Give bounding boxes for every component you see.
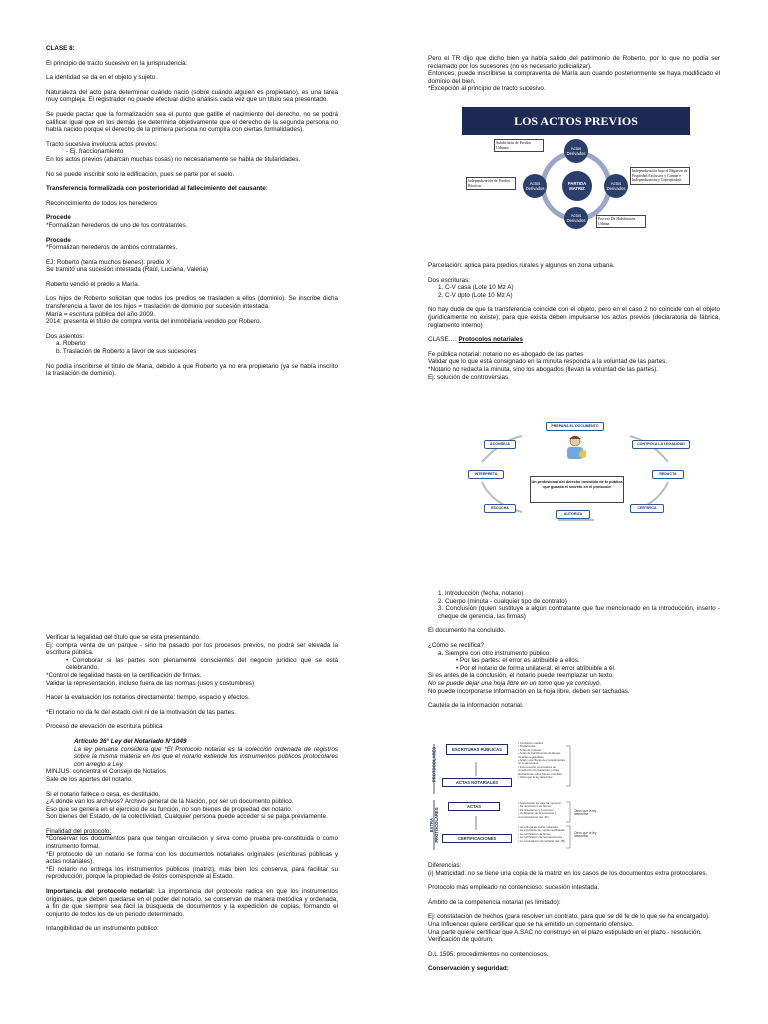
paragraph: Cautela de la información notarial. <box>428 702 524 710</box>
paragraph: Hacer la evaluación los notarios directamente: tiempo, espacio y efectos. <box>46 694 250 702</box>
otros-1: Otros que la ley determine <box>574 809 597 817</box>
paragraph: 1. C-V casa (Lote 10 Mz A) <box>438 284 514 292</box>
spacer <box>428 906 720 913</box>
spacer <box>46 207 338 214</box>
paragraph: Pero el TR dijo que dicho bien ya había salido del patrimonio de Roberto, por lo que no podía ser reclamado por los sucesores (no es necesario judicializar). <box>428 55 720 70</box>
paragraph: No se puede inscribir solo la edificación, pues se parte por el suelo. <box>46 170 235 178</box>
list-item: • De destrucción de bienes <box>518 804 552 809</box>
right-column-top <box>428 55 720 93</box>
spacer <box>428 944 720 951</box>
paragraph: Intangibilidad de un instrumento público: <box>46 925 159 933</box>
paragraph: • Por las partes: el error es atribuible a ellos. <box>456 657 580 665</box>
paragraph: Verificar la legalidad del título que se está presentando. <box>46 634 201 641</box>
spacer <box>46 230 338 237</box>
list-item: • Otros que la ley determine <box>518 775 553 780</box>
node-top: Actos Derivados <box>564 139 588 163</box>
paragraph: b. Traslación de Roberto a favor de sus sucesores <box>56 348 197 356</box>
paragraph: Ámbito de la competencia notarial (es limitado): <box>428 898 561 906</box>
pill-redacta: REDACTA <box>652 470 684 479</box>
paragraph: El documento ha concluido. <box>428 627 506 635</box>
spacer <box>46 716 338 723</box>
list-item: • La certificación de reproducciones <box>518 835 563 840</box>
paragraph: Transferencia formalizada con posterioridad al fallecimiento del causante: <box>46 185 268 193</box>
paragraph: MINJUS: concentra el Consejo de Notarios <box>46 768 167 776</box>
right-column-bottom <box>428 590 720 710</box>
paragraph: ¿Cómo se rectifica? <box>428 641 484 649</box>
paragraph: CLASE 8: <box>46 45 75 52</box>
otros-2: Otros que la ley determine <box>574 831 597 839</box>
spacer <box>46 82 338 89</box>
list-item: • Testamentos <box>518 744 536 749</box>
paragraph: Dos asientos: <box>46 332 85 340</box>
paragraph: D.L 1595: procedimientos no contenciosos. <box>428 950 549 958</box>
paragraph: Validar que lo que está consignado en la minuta responda a la voluntad de las partes. <box>428 358 667 366</box>
box-subdivision: Subdivisión de Predios Urbanos <box>494 139 544 152</box>
paragraph: Reconocimiento de todos los herederos <box>46 199 157 207</box>
paragraph: La ley peruana considera que *El Protocolo notarial es la colección ordenada de registros sobre la misma materia en los que el notario extiende los instrumentos públicos protocolares con arreglo a Ley. <box>74 745 338 768</box>
paragraph: Procede <box>46 236 71 244</box>
spacer <box>46 252 338 259</box>
paragraph: Protocolo más empleado no contencioso: sucesión intestada. <box>428 884 600 892</box>
box-actas: ACTAS <box>448 802 500 811</box>
spacer <box>428 877 720 884</box>
spacer <box>46 53 338 60</box>
list-item: • La entrega de cartas notariales <box>518 825 559 829</box>
paragraph: Una influencer quiere certificar que se ha emitido un comentario ofensivo. <box>428 920 634 928</box>
spacer <box>46 288 338 295</box>
paragraph: *Excepción al principio de tracto sucesivo. <box>428 85 546 93</box>
paragraph: Eso que se genera en el ejercicio de su función, no son bienes de propiedad del notario. <box>46 805 293 813</box>
paragraph: ¿A dónde van los archivos? Archivo general de la Nación, por ser un documento público. <box>46 798 294 806</box>
paragraph: a. Siempre con otro instrumento público. <box>438 649 552 657</box>
list-item: • Autorización de viaje de menores <box>518 801 561 805</box>
node-right: Actos Derivados <box>604 174 628 198</box>
paragraph: *Conservar los documentos para que tengan circulación y sirva como prueba pre-constituida o como instrumento formal. <box>46 835 338 851</box>
box-rusticos: Independización de Predios Rústicos <box>466 177 516 190</box>
paragraph: *Notario no redacta la minuta, sino los abogados (llevan la voluntad de las partes). <box>428 365 658 373</box>
paragraph: No hay duda de que la transferencia coincide con el objeto, pero en el caso 2 no coincide con el objeto (jurídicamente no existe); para que exista deben impulsarse los actos previos (declaratoria de fábrica, reglamento interno) <box>428 306 720 329</box>
spacer <box>46 193 338 200</box>
list-protocolares <box>518 742 566 779</box>
paragraph: Dos escrituras: <box>428 276 470 284</box>
spacer <box>46 918 338 925</box>
paragraph: Son bienes del Estado, de la colectividad. Cualquier persona puede acceder si se paga previamente. <box>46 813 328 821</box>
spacer <box>46 821 338 828</box>
paragraph: Sale de los aportes del notario. <box>46 775 133 783</box>
notario-functions-diagram <box>462 420 690 524</box>
paragraph: No puede incorporarse información en la hoja libre, deben ser tachadas. <box>428 687 630 695</box>
paragraph: Procede <box>46 214 71 222</box>
paragraph: 1. Introducción (fecha, notario) <box>438 590 524 597</box>
spacer <box>46 178 338 185</box>
paragraph: Naturaleza del acto para determinar cuándo nació (sobre cuándo alguien es propietario), es una tarea muy compleja. El registrador no puede efectuar dicho análisis cada vez que un título sea presentado. <box>46 88 338 104</box>
label-extra-protocolares: EXTRA PROTOCOLARES <box>429 807 439 843</box>
box-habilitacion: Proceso De Habilitación Urbana <box>596 215 646 228</box>
spacer <box>46 356 338 363</box>
paragraph: *Formalizan herederos de uno de los contratantes. <box>46 221 188 229</box>
paragraph: Una parte quiere certificar que A.SAC no construyó en el plazo estipulado en el plazo - resolución. <box>428 928 702 936</box>
partida-matriz-node: PARTIDA MATRIZ <box>562 171 592 201</box>
paragraph: María = escritura pública del año 2009. <box>46 310 156 318</box>
spacer <box>428 299 720 306</box>
spacer <box>46 784 338 791</box>
list-item: • Actas de protesto <box>518 747 542 752</box>
right-column-middle <box>428 262 720 381</box>
paragraph: CLASE…: Protocolos notariales <box>428 336 523 344</box>
list-item: • La constatación domiciliaria (Art. 95) <box>518 838 565 843</box>
spacer <box>428 329 720 336</box>
pill-controla: CONTROLA LA LEGALIDAD <box>632 440 690 449</box>
paragraph: 2014: presenta el título de compra venta del inmobiliaria vendido por Robero. <box>46 318 262 326</box>
list-item: • Actas y escrituras de procedimientos no contenciosos <box>518 758 566 766</box>
paragraph: - Ej. fraccionamiento <box>66 148 124 156</box>
paragraph: *El notario no entrega los instrumentos públicos (matriz), más bien los conserva, para facilitar su reproducción, porque la propiedad de éstos corresponde al Estado. <box>46 865 338 881</box>
paragraph: • Por el notario de forma unilateral: el error atribuible a él. <box>456 664 616 672</box>
paragraph: EJ: Roberto (tenía muchos bienes): predio X <box>46 258 171 266</box>
paragraph: Importancia del protocolo notarial: La importancia del protocolo radica en que los instrumentos originales, que deben quedarse en el poder del notario, se conservan de manera metódica y ordenada, a fin de que siempre sea fácil la búsqueda de documentos y la expedición de copias, formando el conjunto de todos los de un periodo determinado. <box>46 888 338 918</box>
spacer <box>428 892 720 899</box>
spacer <box>428 958 720 965</box>
spacer <box>46 67 338 74</box>
list-certificaciones <box>518 826 566 843</box>
paragraph: 3. Conclusión (quien sustituye a algún contratante que fue mencionado en la introducción, inserto - cheque de gerencia, las firmas) <box>438 605 720 620</box>
paragraph: 2. Cuerpo (minuta - cualquier tipo de contrato) <box>438 597 567 605</box>
paragraph: Entonces, puede inscribirse la compraventa de María aun cuando posteriormente se haya modificado el dominio del bien. <box>428 70 720 85</box>
box-propiedad-exclusiva: Independización bajo el Régimen de Propiedad Exclusiva y Común e Independización y Copropiedad. <box>630 167 690 185</box>
paragraph: Conservación y seguridad: <box>428 965 509 973</box>
right-column-bottom-2 <box>428 862 720 973</box>
list-item: • La certificación de firmas <box>518 831 551 836</box>
spacer <box>46 164 338 171</box>
left-column-top <box>46 45 338 378</box>
paragraph: *Formalizan herederos de ambos contratantes. <box>46 244 178 252</box>
left-column-bottom <box>46 634 338 933</box>
paragraph: Si es antes de la conclusión, el notario puede reemplazar un texto. <box>428 672 614 680</box>
paragraph: Validar la representación, incluso fuera de las normas (usos y costumbres) <box>46 679 255 687</box>
list-item: • Actas de transferencia de bienes muebles registrables <box>518 751 561 759</box>
box-escrituras: ESCRITURAS PÚBLICAS <box>446 744 508 755</box>
paragraph: Ej: constatación de hechos (para resolver un contrato, para que se dé fe de lo que se ha encargado). <box>428 913 710 921</box>
paragraph: *El notario no da fe del estado civil ni de la motivación de las partes. <box>46 708 237 716</box>
list-item: • De licitaciones y concursos <box>518 807 554 812</box>
box-actas-notariales: ACTAS NOTARIALES <box>442 778 512 787</box>
spacer <box>46 731 338 738</box>
label-protocolares: PROTOCOLARES <box>431 746 437 783</box>
paragraph: Roberto vendió el predio a María. <box>46 280 140 288</box>
list-item: • La expedición de copias certificadas <box>518 828 565 833</box>
paragraph: Ej: compra venta de un parque - sino ha pasado por los procesos previos, no podrá ser elevada la escritura pública. <box>46 641 338 657</box>
paragraph: (i) Matricidad: no se tiene una copia de la matriz en los casos de los documentos extra protocolares. <box>428 869 708 877</box>
paragraph: Finalidad del protocolo: <box>46 827 112 835</box>
spacer <box>46 104 338 111</box>
paragraph: Tracto sucesiva involucra actos previos: <box>46 140 158 148</box>
spacer <box>46 881 338 888</box>
pill-interpreta: INTERPRETA <box>468 470 504 479</box>
list-item: • Instrumentos protocolares de constitución de Garantías y otras afectaciones sobre bienes muebles <box>518 764 562 776</box>
pill-certifica: CERTIFICA <box>630 504 664 513</box>
paragraph: Se tramitó una sucesión intestada (Raúl, Luciana, Valeria) <box>46 266 208 274</box>
pill-prepara: PREPARA EL DOCUMENTO <box>546 422 604 431</box>
paragraph: Se puede pactar que la formalización sea el punto que gatille el nacimiento del derecho, no se podrá calificar igual que en los demás (se determina objetivamente que el derecho de la segunda persona no había nacido porque el derecho de la primera persona no cumplía con ciertas formalidades). <box>46 110 338 134</box>
spacer <box>46 687 338 694</box>
diagram-title: LOS ACTOS PREVIOS <box>462 107 690 135</box>
paragraph: Proceso de elevación de escritura pública <box>46 723 163 731</box>
spacer <box>428 635 720 642</box>
spacer <box>46 702 338 709</box>
paragraph: En los actos previos (abarcan muchas cosas) no necesariamente se habla de titularidades. <box>46 155 301 163</box>
spacer <box>428 695 720 702</box>
paragraph: No podía inscribirse el título de María, debido a que Roberto ya no era propietario (ya se había inscrito la traslación de dominio). <box>46 362 338 378</box>
actos-previos-diagram <box>462 107 690 229</box>
paragraph: *El protocolo de un notario se forma con los documentos notariales originales (escrituras públicas y actas notariales). <box>46 850 338 866</box>
list-item: • Verificación de documentos y comunicaciones (art. 96) <box>518 811 557 819</box>
paragraph: 2. C-V dpto (Lote 10 Mz A) <box>438 291 513 299</box>
paragraph: Parcelación: aplica para predios rurales y algunos en zona urbana. <box>428 262 615 269</box>
box-certificaciones: CERTIFICACIONES <box>442 834 512 843</box>
pill-autoriza: AUTORIZA <box>556 510 590 519</box>
paragraph: Diferencias: <box>428 862 462 869</box>
paragraph: Si el notario fallece o cesa, es destituido. <box>46 790 161 798</box>
paragraph: La identidad se da en el objeto y sujeto. <box>46 74 157 82</box>
spacer <box>46 326 338 333</box>
paragraph: Verificación de quórum. <box>428 936 494 944</box>
center-box: Un profesional del derecho investido de fe pública que guarda el secreto en el protocolo <box>530 476 624 503</box>
spacer <box>46 274 338 281</box>
list-item: • Contratos muebles <box>518 741 544 745</box>
spacer <box>428 620 720 627</box>
node-left: Actos Derivados <box>523 174 547 198</box>
paragraph: El principio de tracto sucesivo en la jurisprudencia: <box>46 59 188 67</box>
pill-escucha: ESCUCHA <box>484 504 516 513</box>
paragraph: *Control de legalidad hasta en la certificación de firmas. <box>46 671 202 679</box>
notary-person-icon <box>564 434 586 460</box>
spacer <box>428 344 720 351</box>
paragraph: a. Roberto <box>56 340 86 348</box>
spacer <box>428 270 720 277</box>
paragraph: Fe pública notarial: notario no es abogado de las partes <box>428 350 584 358</box>
node-bottom: Actos Derivados <box>564 207 588 229</box>
paragraph: Artículo 36° Ley del Notariado N°1049 <box>74 737 187 745</box>
protocolares-diagram <box>424 740 722 852</box>
list-actas <box>518 802 566 819</box>
pill-aconseja: ACONSEJA <box>484 440 516 449</box>
paragraph: • Corroborar si las partes son plenamente conscientes del negocio jurídico que se está celebrando. <box>66 656 338 672</box>
spacer <box>46 134 338 141</box>
paragraph: Los hijos de Roberto solicitan que todos los predios se trasladen a ellos (dominio). Se inscribe dicha transferencia a favor de los hijos = traslación de dominio por sucesión intestada. <box>46 295 338 311</box>
paragraph: Ej: solución de controversias. <box>428 373 510 381</box>
paragraph: No se puede dejar una hoja libre en un tomo que ya concluyó. <box>428 679 602 687</box>
